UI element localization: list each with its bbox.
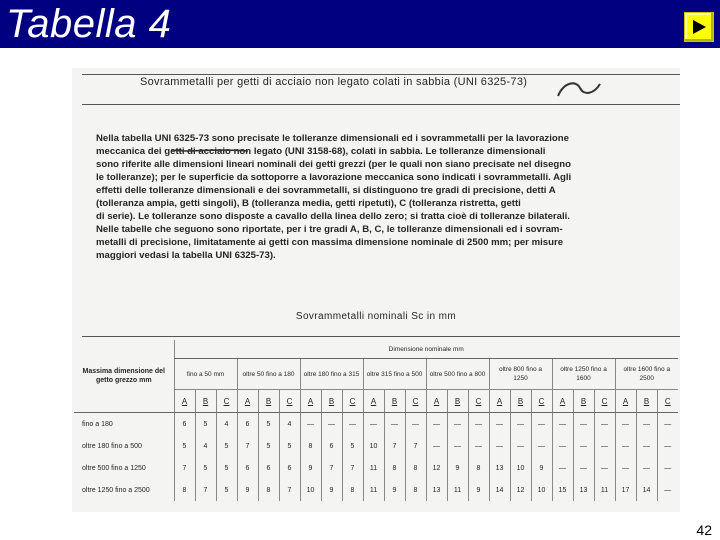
value-cell: 4 bbox=[216, 413, 237, 436]
grade-cell: A bbox=[426, 390, 447, 413]
value-cell: 8 bbox=[300, 435, 321, 457]
value-cell: 11 bbox=[447, 479, 468, 501]
value-cell: — bbox=[426, 413, 447, 436]
range-header-cell: oltre 800 fino a 1250 bbox=[489, 359, 552, 390]
row-header-cell: Massima dimensione del getto grezzo mm bbox=[74, 340, 174, 413]
value-cell: — bbox=[447, 413, 468, 436]
value-cell: 7 bbox=[384, 435, 405, 457]
grade-cell: A bbox=[552, 390, 573, 413]
value-cell: — bbox=[573, 457, 594, 479]
value-cell: 11 bbox=[363, 479, 384, 501]
value-cell: 7 bbox=[279, 479, 300, 501]
value-cell: — bbox=[510, 435, 531, 457]
value-cell: — bbox=[552, 413, 573, 436]
slide-title: Tabella 4 bbox=[6, 2, 172, 46]
table-top-rule bbox=[82, 336, 680, 337]
allowance-table bbox=[74, 340, 678, 501]
paragraph-line: Nelle tabelle che seguono sono riportate, per i tre gradi A, B, C, le tolleranze dimensionali ed i sovram- bbox=[96, 224, 563, 235]
value-cell: 14 bbox=[489, 479, 510, 501]
slide-header bbox=[0, 0, 720, 48]
value-cell: 9 bbox=[531, 457, 552, 479]
value-cell: 6 bbox=[174, 413, 195, 436]
value-cell: — bbox=[657, 479, 678, 501]
value-cell: — bbox=[510, 413, 531, 436]
value-cell: — bbox=[552, 435, 573, 457]
grade-cell: C bbox=[405, 390, 426, 413]
grade-cell: C bbox=[657, 390, 678, 413]
value-cell: 8 bbox=[405, 479, 426, 501]
value-cell: 8 bbox=[405, 457, 426, 479]
paragraph-line: sono riferite alle dimensioni lineari nominali dei getti grezzi (per le quali non siano precisate nel disegno bbox=[96, 159, 571, 170]
value-cell: — bbox=[468, 413, 489, 436]
value-cell: 7 bbox=[237, 435, 258, 457]
value-cell: 12 bbox=[510, 479, 531, 501]
value-cell: 15 bbox=[552, 479, 573, 501]
value-cell: — bbox=[657, 435, 678, 457]
value-cell: — bbox=[426, 435, 447, 457]
handwritten-annotation bbox=[554, 78, 604, 102]
paragraph-line: Nella tabella UNI 6325-73 sono precisate le tolleranze dimensionali ed i sovrammetalli per la lavorazione bbox=[96, 133, 569, 144]
paragraph-line: metalli di precisione, limitatamente ai getti con massima dimensione nominale di 2500 mm; per misure bbox=[96, 237, 564, 248]
range-header-cell: fino a 50 mm bbox=[174, 359, 237, 390]
value-cell: — bbox=[594, 435, 615, 457]
value-cell: 8 bbox=[258, 479, 279, 501]
value-cell: 10 bbox=[531, 479, 552, 501]
grade-cell: B bbox=[258, 390, 279, 413]
value-cell: 6 bbox=[258, 457, 279, 479]
paragraph-line: (tolleranza ampia, getti singoli), B (tolleranza media, getti ripetuti), C (tolleranza ristretta, getti bbox=[96, 198, 521, 209]
paragraph-line: meccanica dei getti di acciaio non legato (UNI 3158-68), colati in sabbia. Le tolleranze dimensionali bbox=[96, 146, 546, 157]
value-cell: 14 bbox=[636, 479, 657, 501]
value-cell: 11 bbox=[594, 479, 615, 501]
row-label-cell: oltre 500 fino a 1250 bbox=[82, 464, 146, 472]
value-cell: 5 bbox=[174, 435, 195, 457]
value-cell: 7 bbox=[321, 457, 342, 479]
play-triangle-icon bbox=[691, 19, 707, 35]
grade-cell: C bbox=[468, 390, 489, 413]
table-title: Sovrammetalli nominali Sc in mm bbox=[295, 311, 457, 322]
value-cell: 8 bbox=[384, 457, 405, 479]
range-header-cell: oltre 315 fino a 500 bbox=[363, 359, 426, 390]
value-cell: — bbox=[615, 435, 636, 457]
value-cell: — bbox=[447, 435, 468, 457]
value-cell: 9 bbox=[468, 479, 489, 501]
pen-underline bbox=[170, 146, 250, 154]
value-cell: 5 bbox=[258, 413, 279, 436]
value-cell: 17 bbox=[615, 479, 636, 501]
value-cell: 11 bbox=[363, 457, 384, 479]
value-cell: 9 bbox=[237, 479, 258, 501]
value-cell: 5 bbox=[195, 413, 216, 436]
value-cell: 6 bbox=[237, 413, 258, 436]
value-cell: 5 bbox=[216, 457, 237, 479]
allowance-table-body bbox=[74, 340, 678, 501]
grade-cell: A bbox=[615, 390, 636, 413]
grade-cell: C bbox=[216, 390, 237, 413]
value-cell: 6 bbox=[279, 457, 300, 479]
value-cell: 7 bbox=[195, 479, 216, 501]
value-cell: — bbox=[300, 413, 321, 436]
value-cell: 7 bbox=[174, 457, 195, 479]
value-cell: 7 bbox=[405, 435, 426, 457]
value-cell: 5 bbox=[216, 435, 237, 457]
value-cell: — bbox=[573, 435, 594, 457]
paragraph-line: di serie). Le tolleranze sono disposte a cavallo della linea dello zero; si tratta cioè di tolleranze bilaterali. bbox=[96, 211, 570, 222]
value-cell: 9 bbox=[447, 457, 468, 479]
grade-cell: C bbox=[594, 390, 615, 413]
next-slide-button[interactable] bbox=[684, 12, 714, 42]
value-cell: — bbox=[321, 413, 342, 436]
table-row bbox=[74, 479, 678, 501]
grade-cell: A bbox=[174, 390, 195, 413]
value-cell: 8 bbox=[468, 457, 489, 479]
range-header-cell: oltre 50 fino a 180 bbox=[237, 359, 300, 390]
range-header-cell: oltre 1600 fino a 2500 bbox=[615, 359, 678, 390]
paragraph-line: maggiori vedasi la tabella UNI 6325-73). bbox=[96, 250, 276, 261]
grade-cell: A bbox=[363, 390, 384, 413]
row-label-cell: oltre 180 fino a 500 bbox=[82, 442, 142, 450]
top-rule bbox=[82, 74, 680, 75]
grade-cell: B bbox=[195, 390, 216, 413]
value-cell: — bbox=[489, 413, 510, 436]
value-cell: — bbox=[594, 457, 615, 479]
document-title: Sovrammetalli per getti di acciaio non legato colati in sabbia (UNI 6325-73) bbox=[140, 76, 528, 88]
grade-cell: A bbox=[300, 390, 321, 413]
value-cell: — bbox=[594, 413, 615, 436]
grade-cell: B bbox=[510, 390, 531, 413]
value-cell: 6 bbox=[321, 435, 342, 457]
scanned-document bbox=[72, 68, 680, 512]
value-cell: 5 bbox=[258, 435, 279, 457]
value-cell: 5 bbox=[216, 479, 237, 501]
value-cell: 9 bbox=[321, 479, 342, 501]
group-header-cell: Dimensione nominale mm bbox=[174, 340, 678, 359]
table-header-row bbox=[74, 340, 678, 359]
table-row bbox=[74, 457, 678, 479]
grade-cell: C bbox=[279, 390, 300, 413]
row-label-cell: fino a 180 bbox=[82, 420, 113, 428]
grade-cell: B bbox=[447, 390, 468, 413]
value-cell: 13 bbox=[426, 479, 447, 501]
value-cell: 7 bbox=[342, 457, 363, 479]
value-cell: 10 bbox=[510, 457, 531, 479]
value-cell: 5 bbox=[279, 435, 300, 457]
table-row bbox=[74, 413, 678, 436]
grade-cell: A bbox=[489, 390, 510, 413]
title-rule bbox=[82, 104, 680, 105]
value-cell: — bbox=[531, 413, 552, 436]
value-cell: 13 bbox=[489, 457, 510, 479]
value-cell: 13 bbox=[573, 479, 594, 501]
range-header-cell: oltre 180 fino a 315 bbox=[300, 359, 363, 390]
grade-cell: B bbox=[636, 390, 657, 413]
value-cell: — bbox=[636, 413, 657, 436]
value-cell: — bbox=[573, 413, 594, 436]
value-cell: — bbox=[615, 457, 636, 479]
range-header-cell: oltre 1250 fino a 1600 bbox=[552, 359, 615, 390]
grade-cell: B bbox=[573, 390, 594, 413]
value-cell: 10 bbox=[300, 479, 321, 501]
paragraph-line: le tolleranze); per le superficie da sottoporre a lavorazione meccanica sono indicati i sovrammetalli. Agli bbox=[96, 172, 572, 183]
value-cell: — bbox=[657, 457, 678, 479]
grade-cell: C bbox=[531, 390, 552, 413]
grade-cell: A bbox=[237, 390, 258, 413]
grade-cell: B bbox=[321, 390, 342, 413]
value-cell: 5 bbox=[195, 457, 216, 479]
value-cell: 12 bbox=[426, 457, 447, 479]
value-cell: — bbox=[615, 413, 636, 436]
value-cell: 5 bbox=[342, 435, 363, 457]
value-cell: 9 bbox=[300, 457, 321, 479]
value-cell: 4 bbox=[195, 435, 216, 457]
value-cell: — bbox=[531, 435, 552, 457]
value-cell: 10 bbox=[363, 435, 384, 457]
value-cell: 9 bbox=[384, 479, 405, 501]
value-cell: — bbox=[657, 413, 678, 436]
value-cell: — bbox=[489, 435, 510, 457]
grade-cell: B bbox=[384, 390, 405, 413]
value-cell: — bbox=[636, 435, 657, 457]
value-cell: — bbox=[468, 435, 489, 457]
value-cell: — bbox=[636, 457, 657, 479]
value-cell: — bbox=[405, 413, 426, 436]
value-cell: — bbox=[384, 413, 405, 436]
value-cell: — bbox=[363, 413, 384, 436]
value-cell: 6 bbox=[237, 457, 258, 479]
value-cell: 4 bbox=[279, 413, 300, 436]
value-cell: 8 bbox=[342, 479, 363, 501]
value-cell: 8 bbox=[174, 479, 195, 501]
value-cell: — bbox=[552, 457, 573, 479]
row-label-cell: oltre 1250 fino a 2500 bbox=[82, 486, 150, 494]
grade-cell: C bbox=[342, 390, 363, 413]
range-header-cell: oltre 500 fino a 800 bbox=[426, 359, 489, 390]
page-number: 42 bbox=[696, 522, 712, 538]
paragraph-line: effetti delle tolleranze dimensionali e dei sovrammetalli, si distinguono tre gradi di precisione, detti A bbox=[96, 185, 556, 196]
value-cell: — bbox=[342, 413, 363, 436]
table-row bbox=[74, 435, 678, 457]
